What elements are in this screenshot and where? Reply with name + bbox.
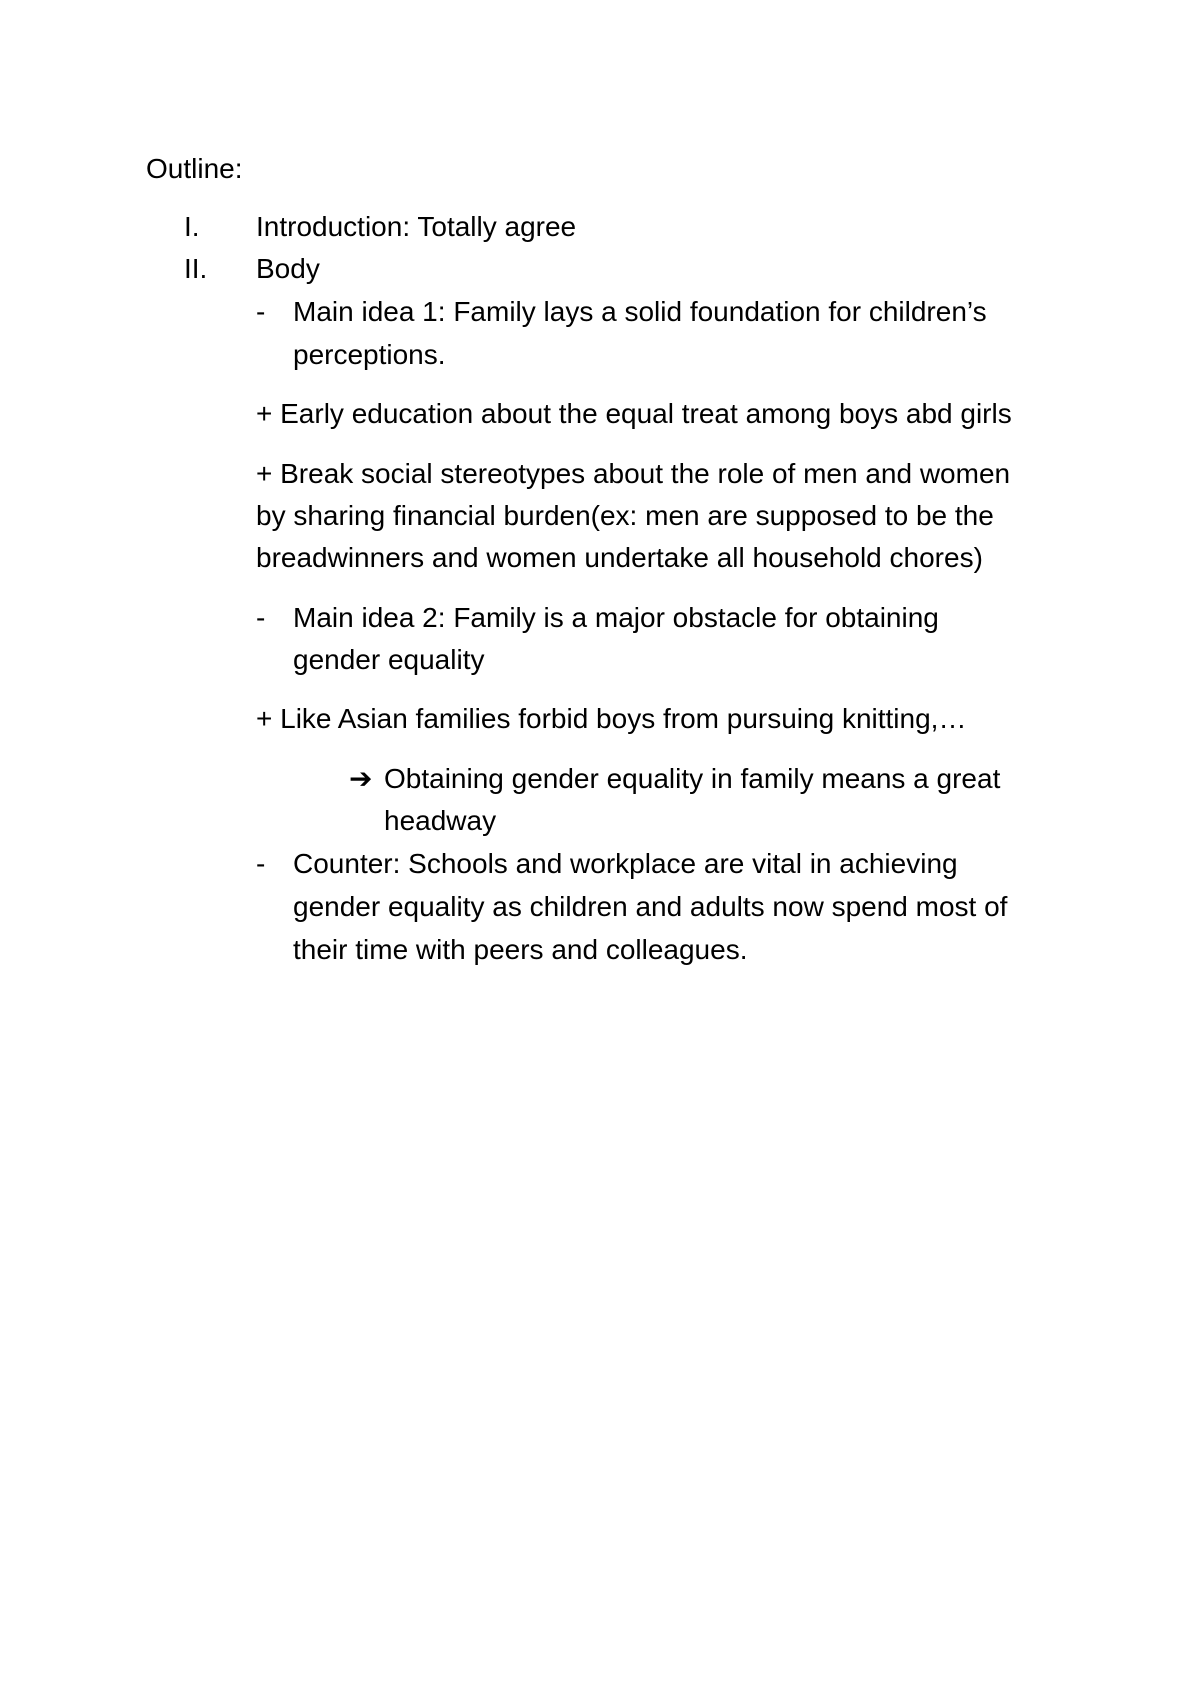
section-title-body: Body (256, 253, 320, 284)
main-idea-1-line-2: perceptions. (293, 339, 446, 370)
main-idea-1-sub-point-2-line-2: by sharing financial burden(ex: men are supposed to be the (256, 500, 994, 531)
main-idea-1-sub-point-2-line-3: breadwinners and women undertake all household chores) (256, 542, 983, 573)
outline-heading: Outline: (146, 153, 243, 184)
main-idea-2-bullet: - (256, 602, 266, 633)
conclusion-line-1: Obtaining gender equality in family means a great (384, 763, 1001, 794)
main-idea-1-bullet: - (256, 296, 266, 327)
main-idea-2-line-2: gender equality (293, 644, 485, 675)
main-idea-1-line-1: Main idea 1: Family lays a solid foundation for children’s (293, 296, 987, 327)
conclusion-arrow-icon: ➔ (349, 763, 373, 794)
section-numeral-1: I. (184, 211, 200, 242)
counter-bullet: - (256, 848, 266, 879)
counter-line-1: Counter: Schools and workplace are vital in achieving (293, 848, 958, 879)
counter-line-2: gender equality as children and adults now spend most of (293, 891, 1008, 922)
counter-line-3: their time with peers and colleagues. (293, 934, 748, 965)
main-idea-2-line-1: Main idea 2: Family is a major obstacle for obtaining (293, 602, 939, 633)
main-idea-1-sub-point-1: + Early education about the equal treat among boys abd girls (256, 398, 1012, 429)
main-idea-2-sub-point-1: + Like Asian families forbid boys from pursuing knitting,… (256, 703, 967, 734)
conclusion-line-2: headway (384, 805, 497, 836)
section-title-introduction: Introduction: Totally agree (256, 211, 577, 242)
section-numeral-2: II. (184, 253, 208, 284)
main-idea-1-sub-point-2-line-1: + Break social stereotypes about the role of men and women (256, 458, 1011, 489)
